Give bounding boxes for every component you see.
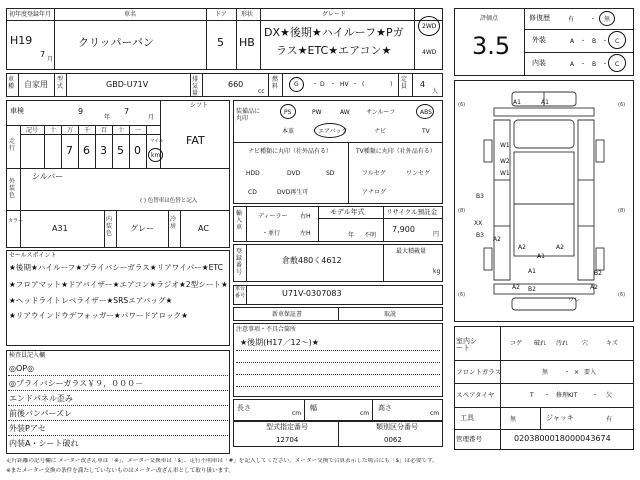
- unit-header-1: 十: [50, 127, 57, 134]
- spare-label: スペアタイヤ: [456, 391, 495, 399]
- damage-mark-10: A2: [518, 244, 526, 251]
- sales-line-4: ★リアウインドウデフォッガー★パワードアロック★: [9, 311, 188, 320]
- color-note: ( ) 色替車は色替と記入: [140, 198, 198, 204]
- damage-mark-17: B2: [594, 270, 602, 277]
- mileage-digit-3: 3: [100, 144, 107, 157]
- equip-sunroof: サンルーフ: [366, 109, 396, 116]
- doors-label: ドア: [215, 11, 227, 18]
- height-unit: cm: [430, 410, 440, 417]
- color-value: シルバー: [32, 172, 64, 181]
- glass-opt-2: ・: [564, 369, 571, 376]
- recycle-unit: 円: [433, 231, 440, 238]
- inspector-line-4: 前後バンパーズレ: [9, 409, 73, 418]
- unit-header-2: 万: [67, 127, 74, 134]
- mgmt-value: 0203800018000043674: [514, 434, 611, 443]
- color-code: A31: [52, 224, 68, 233]
- damage-mark-1: A1: [513, 99, 521, 106]
- color-label: 外装色: [9, 178, 16, 199]
- class-value: 0062: [384, 436, 402, 444]
- car-diagram: [454, 80, 634, 322]
- glass-label: フロントガラス: [456, 368, 502, 376]
- reg-label: 登録番号: [236, 248, 243, 276]
- unit-header-5: 十: [118, 127, 125, 134]
- damage-mark-16: ワレ: [568, 297, 581, 304]
- seat-item-4: 穴: [582, 340, 589, 347]
- fuel-opt-open: (: [362, 81, 365, 88]
- damage-mark-12: A1: [537, 253, 545, 260]
- exterior-opt-c: C: [615, 38, 620, 45]
- exterior-opt-b: B: [592, 38, 597, 45]
- grade-line-1: DX★後期★ハイルーフ★Pガ: [264, 26, 404, 39]
- tool-label: 工具: [460, 414, 474, 422]
- length-unit: cm: [292, 410, 302, 417]
- inspector-line-2: ◎プライバシーガラス￥９，０００－: [9, 379, 144, 388]
- sales-line-3: ★ヘッドライトレベライザー★SRSエアバッグ★: [9, 296, 173, 305]
- damage-mark-18: A2: [590, 284, 598, 291]
- usage-model-label: 型式: [57, 76, 64, 90]
- sales-label: セールスポイント: [9, 252, 57, 259]
- interior-opt-dot2: ・: [602, 61, 609, 68]
- shift-value: FAT: [186, 134, 205, 147]
- import-label: 輸入車: [236, 210, 243, 231]
- damage-mark-8: B3: [476, 232, 484, 239]
- seat-item-2: 破れ: [534, 340, 547, 347]
- usage-row: [6, 73, 443, 97]
- seat-item-5: キズ: [606, 340, 618, 347]
- glass-opt-3: ×: [574, 369, 580, 376]
- spare-opt-1: T: [530, 392, 534, 399]
- navi-dvd-play: DVD再生可: [277, 189, 309, 196]
- repair-opt-2: ・: [590, 16, 597, 23]
- svg-text:(6): (6): [458, 292, 466, 298]
- usage-type: 自家用: [24, 80, 48, 89]
- score-label: 評価点: [480, 15, 499, 22]
- exterior-opt-dot2: ・: [602, 38, 609, 45]
- fuel-opt-dot2: ・: [330, 81, 337, 88]
- interior-opt-b: B: [592, 61, 597, 68]
- mileage-label: 走行: [9, 138, 16, 152]
- spare-opt-5: 欠: [606, 392, 613, 399]
- usage-model: GBD-U71V: [106, 80, 149, 89]
- inspection-label: 車検: [10, 107, 24, 115]
- reg-value: 倉敷480く4612: [282, 256, 342, 265]
- mileage-digit-1: 7: [66, 144, 73, 157]
- damage-mark-3: W1: [500, 142, 510, 149]
- inspection-year: 9: [78, 107, 84, 116]
- damage-mark-13: A1: [528, 268, 536, 275]
- first-reg-month: 7: [40, 50, 46, 59]
- damage-mark-2: A1: [541, 99, 549, 106]
- sales-line-1: ★後期★ハイルーフ★プライバシーガラス★リアワイパー★ETC: [9, 263, 223, 272]
- import-left: 左H: [300, 230, 311, 237]
- load-unit: kg: [433, 268, 441, 275]
- repair-label: 修復歴: [529, 14, 550, 22]
- interior-opt-c: C: [615, 61, 620, 68]
- first-reg-era: H19: [10, 34, 33, 47]
- inspector-line-3: エンドパネル歪み: [9, 394, 73, 403]
- import-dealer: ディーラー: [258, 213, 288, 220]
- ac-value: AC: [198, 224, 209, 233]
- model-year-label: モデル年式: [330, 208, 365, 216]
- damage-mark-4: W2: [500, 158, 510, 165]
- unit-header-6: 一: [135, 127, 142, 134]
- sales-line-2: ★フロアマット★ドアバイザー★エアコン★ラジオ★2型シート★: [9, 280, 228, 289]
- fuel-opt-g: G: [294, 81, 299, 88]
- drive-2wd: 2WD: [422, 23, 437, 30]
- navi-hdd: HDD: [246, 170, 260, 177]
- inspector-line-1: ◎OP◎: [9, 364, 35, 373]
- interior-color-label: 内装色: [106, 216, 113, 237]
- shape-value: HB: [239, 36, 255, 49]
- tv-analog: アナログ: [362, 189, 387, 196]
- mileage-mile: マイル: [150, 139, 164, 144]
- damage-mark-9: A2: [493, 236, 501, 243]
- equip-navi: ナビ: [374, 128, 387, 135]
- vin-label: 車台番号: [235, 286, 246, 299]
- load-label: 最大積載量: [396, 248, 427, 255]
- fuel-opt-dot1: ・: [312, 81, 319, 88]
- svg-text:(6): (6): [618, 102, 626, 108]
- capacity-value: 4: [420, 80, 426, 89]
- fuel-opt-hv: HV: [340, 81, 349, 88]
- repair-opt-1: 有: [568, 16, 575, 23]
- svg-text:(6): (6): [618, 292, 626, 298]
- unit-header-0: 記号: [26, 127, 39, 134]
- inspection-year-unit: 年: [104, 114, 111, 121]
- usage-disp-label: 排気量: [192, 76, 199, 97]
- score-value: 3.5: [472, 32, 511, 60]
- equip-ps: PS: [284, 109, 292, 116]
- type-value: 12704: [276, 436, 299, 444]
- import-right: 右H: [300, 213, 311, 220]
- seat-item-1: コゲ: [510, 340, 523, 347]
- mileage-unit: km: [151, 152, 161, 159]
- model-name: クリッパーバン: [78, 36, 155, 49]
- svg-text:(8): (8): [458, 208, 466, 214]
- equip-leather: 本革: [282, 128, 295, 135]
- fuel-opt-dot3: ・: [352, 81, 359, 88]
- footnote-2: ※またメーター交換の条件を満たしていないものはメーター改ざん車として取り扱います。: [6, 468, 234, 474]
- class-label: 類別区分番号: [376, 423, 418, 431]
- shape-label: 形状: [241, 11, 254, 18]
- equip-airbag: エアバック: [318, 128, 348, 135]
- exterior-label: 外装: [532, 36, 546, 44]
- damage-mark-11: A2: [556, 244, 564, 251]
- model-year-value: 不明: [364, 232, 377, 239]
- inspector-line-5: 外装Pアセ: [9, 424, 46, 433]
- mileage-digit-5: 0: [134, 144, 141, 157]
- usage-fuel-label: 燃料: [272, 76, 279, 90]
- footnote-1: 走行距離の記号欄に メーター改ざん車は「※」、メーター交換車は「$」、走行不明車は「#」を記入してください。メーター交換で合算表示した場合にも「$」は必要です。: [6, 458, 438, 464]
- navi-dvd: DVD: [287, 170, 301, 177]
- fuel-opt-d: D: [320, 81, 325, 88]
- import-parallel: ・並行: [262, 230, 281, 237]
- fuel-opt-close: ): [390, 81, 393, 88]
- interior-opt-a: A: [570, 61, 575, 68]
- tv-oneseg: ワンセグ: [406, 170, 431, 177]
- interior-opt-dot1: ・: [580, 61, 587, 68]
- shift-label: シフト: [190, 102, 209, 109]
- exterior-opt-a: A: [570, 38, 575, 45]
- capacity-label: 定員: [401, 76, 408, 90]
- model-year-unit: 年: [348, 232, 355, 239]
- type-label: 型式指定番号: [266, 423, 308, 431]
- damage-mark-14: A2: [512, 284, 520, 291]
- usage-disp: 660: [228, 80, 244, 89]
- damage-mark-7: XX: [474, 220, 483, 227]
- width-unit: cm: [360, 410, 370, 417]
- mileage-digit-4: 5: [117, 144, 124, 157]
- usage-disp-unit: cc: [258, 88, 265, 95]
- manual-label: 取説: [384, 311, 397, 318]
- color-code-label: カラー: [8, 218, 24, 224]
- jack-value: 有: [606, 416, 613, 423]
- unit-header-3: 千: [84, 127, 91, 134]
- recycle-value: 7,900: [392, 225, 415, 234]
- inspector-label: 検査員記入欄: [9, 352, 46, 359]
- tv-label: TV種類に丸印（社外品有る）: [356, 148, 436, 155]
- notes-label: 注意事項・不具合箇所: [236, 326, 297, 333]
- mileage-digit-2: 6: [83, 144, 90, 157]
- equip-pw: PW: [312, 109, 322, 116]
- spare-opt-2: ・: [544, 392, 551, 399]
- unit-header-4: 百: [101, 127, 108, 134]
- tool-value: 無: [510, 416, 517, 423]
- capacity-unit: 人: [432, 88, 439, 95]
- equip-abs: ABS: [420, 109, 432, 116]
- jack-label: ジャッキ: [546, 414, 574, 422]
- dims-box: [233, 399, 443, 421]
- navi-sd: SD: [326, 170, 335, 177]
- interior-color: グレー: [130, 224, 154, 233]
- navi-label: ナビ種類に丸印（社外品有る）: [248, 148, 333, 155]
- svg-text:(8): (8): [618, 208, 626, 214]
- model-name-label: 車名: [124, 11, 137, 18]
- inspector-line-6: 内装A・シート破れ: [9, 439, 79, 448]
- mgmt-label: 管理番号: [456, 435, 482, 443]
- grade-line-2: ラス★ETC★エアコン★: [276, 44, 392, 57]
- inspection-month: 7: [124, 107, 130, 116]
- equip-aw: AW: [340, 109, 350, 116]
- tv-fullseg: フルセグ: [362, 170, 386, 177]
- warranty-label: 新車保証書: [272, 311, 303, 318]
- grade-label: グレード: [322, 11, 347, 18]
- spare-opt-3: 修理KIT: [556, 392, 578, 399]
- recycle-label: リサイクル預託金: [386, 208, 438, 216]
- repair-opt-3: 無: [604, 16, 611, 23]
- spare-opt-4: ・: [592, 392, 599, 399]
- damage-mark-5: W1: [500, 170, 510, 177]
- exterior-opt-dot1: ・: [580, 38, 587, 45]
- notes-line-1: ★後期(H17／12〜)★: [240, 338, 319, 347]
- drive-4wd: 4WD: [422, 49, 437, 56]
- damage-mark-15: B2: [528, 286, 536, 293]
- height-label: 高さ: [378, 404, 392, 412]
- glass-opt-4: 要入: [584, 369, 597, 376]
- interior-label: 内装: [532, 59, 546, 67]
- navi-cd: CD: [248, 189, 257, 196]
- seat-label: 室内シート: [456, 337, 477, 352]
- ac-label: 冷房: [170, 216, 177, 230]
- first-reg-month-suffix: 月: [47, 56, 54, 63]
- first-reg-label: 初年度登録年月: [9, 11, 52, 18]
- svg-text:(6): (6): [458, 102, 466, 108]
- seat-item-3: 汚れ: [556, 340, 569, 347]
- inspection-month-unit: 月: [148, 114, 155, 121]
- equip-tv: TV: [422, 128, 430, 135]
- doors-value: 5: [217, 36, 224, 49]
- damage-mark-6: B3: [476, 193, 484, 200]
- vin-value: U71V-0307083: [282, 289, 342, 298]
- length-label: 長さ: [237, 404, 251, 412]
- usage-type-label: 車種: [8, 76, 15, 90]
- width-label: 幅: [310, 404, 317, 412]
- glass-opt-1: 無: [542, 369, 549, 376]
- equipment-label: 装備品に丸印: [236, 108, 261, 122]
